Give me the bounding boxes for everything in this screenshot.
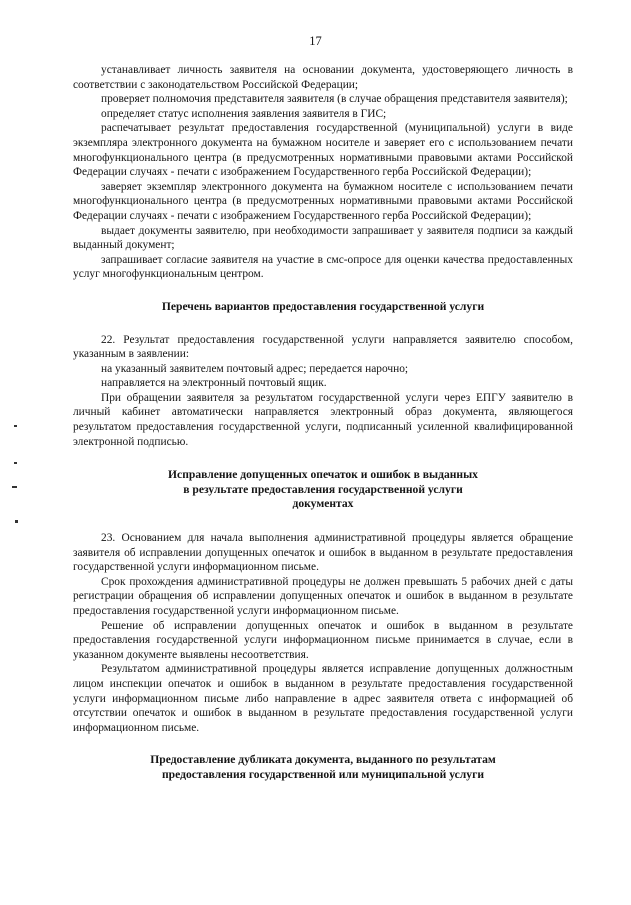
paragraph: заверяет экземпляр электронного документа на бумажном носителе с использованием печати многофункционального центра (в предусмотренных нормативными правовыми актами Российской Федерации случаях - печати с изображением Государственного герба Российской Федерации);	[73, 180, 573, 222]
paragraph: Срок прохождения административной процедуры не должен превышать 5 рабочих дней с даты регистрации обращения об исправлении допущенных опечаток и ошибок в выданном в результате предоставления государственной услуги информационном письме.	[73, 575, 573, 617]
paragraph: При обращении заявителя за результатом государственной услуги через ЕПГУ заявителю в личный кабинет автоматически направляется электронный образ документа, являющегося результатом предоставления государственной услуги, подписанный усиленной квалифицированной электронной подписью.	[73, 391, 573, 448]
paragraph: 22. Результат предоставления государственной услуги направляется заявителю способом, указанным в заявлении:	[73, 333, 573, 361]
section-heading: Перечень вариантов предоставления государственной услуги	[161, 299, 485, 313]
document-body	[73, 63, 573, 783]
paragraph: определяет статус исполнения заявления заявителя в ГИС;	[101, 107, 387, 120]
paragraph: выдает документы заявителю, при необходимости запрашивает у заявителя подписи за каждый выданный документ;	[73, 224, 573, 252]
heading-line: документах	[292, 497, 354, 511]
paragraph: на указанный заявителем почтовый адрес; передается нарочно;	[101, 362, 409, 375]
paragraph: направляется на электронный почтовый ящик.	[101, 377, 327, 390]
paragraph: запрашивает согласие заявителя на участие в смс-опросе для оценки качества предоставленных услуг многофункциональным центром.	[73, 253, 573, 281]
paragraph: распечатывает результат предоставления государственной (муниципальной) услуги в виде экземпляра электронного документа на бумажном носителе и заверяет его с использованием печати многофункционального центра (в предусмотренных нормативными правовыми актами Российской Федерации случаях - печати с изображением Государственного герба Российской Федерации);	[73, 122, 573, 179]
heading-line: Исправление допущенных опечаток и ошибок в выданных	[168, 468, 478, 482]
heading-line: предоставления государственной или муниципальной услуги	[161, 767, 485, 781]
paragraph: Результатом административной процедуры является исправление допущенных должностным лицом инспекции опечаток и ошибок в выданном в результате предоставления государственной услуги информационном письме либо направление в адрес заявителя ответа с информацией об отсутствии опечаток и ошибок в выданном в результате предоставления государственной услуги информационном письме.	[73, 663, 573, 734]
paragraph: 23. Основанием для начала выполнения административной процедуры является обращение заявителя об исправлении допущенных опечаток и ошибок в выданном в результате предоставления государственной услуги информационном письме.	[73, 532, 573, 574]
section-heading	[73, 753, 573, 782]
heading-line: в результате предоставления государственной услуги	[183, 482, 463, 496]
margin-mark	[15, 520, 18, 523]
margin-mark	[14, 462, 17, 464]
margin-mark	[12, 486, 17, 488]
section-heading	[73, 468, 573, 512]
margin-mark	[14, 425, 17, 427]
paragraph: Решение об исправлении допущенных опечаток и ошибок в выданном в результате предоставления государственной услуги информационном письме принимается в случае, если в указанном документе выявлены несоответствия.	[73, 619, 573, 661]
paragraph: проверяет полномочия представителя заявителя (в случае обращения представителя заявителя);	[101, 93, 568, 106]
page-number: 17	[309, 34, 322, 48]
heading-line: Предоставление дубликата документа, выданного по результатам	[150, 753, 496, 767]
paragraph: устанавливает личность заявителя на основании документа, удостоверяющего личность в соответствии с законодательством Российской Федерации;	[73, 64, 573, 91]
